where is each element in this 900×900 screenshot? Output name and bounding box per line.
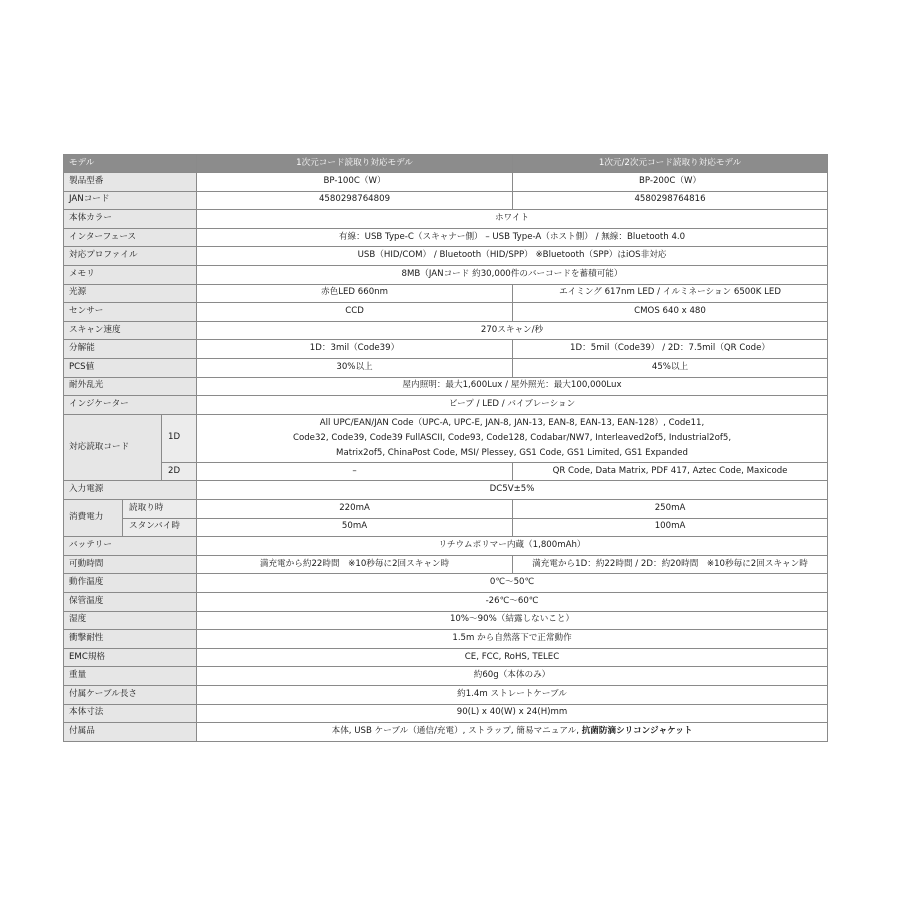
value-profile: USB（HID/COM） / Bluetooth（HID/SPP） ※Bluetooth（SPP）はiOS非対応 [197,247,828,266]
sublabel-1d: 1D [162,414,197,462]
value-scan-speed: 270スキャン/秒 [197,321,828,340]
value-model-number-1: BP-100C（W） [197,173,513,192]
label-supported-codes: 対応読取コード [64,414,162,481]
value-interface: 有線：USB Type-C（スキャナー側） – USB Type-A（ホスト側） / 無線：Bluetooth 4.0 [197,228,828,247]
value-codes-2d-1: – [197,462,513,481]
value-resolution-1: 1D：3mil（Code39） [197,340,513,359]
label-model-number: 製品型番 [64,173,197,192]
label-profile: 対応プロファイル [64,247,197,266]
sublabel-2d: 2D [162,462,197,481]
label-body-color: 本体カラー [64,210,197,229]
value-operating-temp: 0℃〜50℃ [197,574,828,593]
row-operating-time [64,555,828,574]
label-indicator: インジケーター [64,396,197,415]
value-light-source-2: エイミング 617nm LED / イルミネーション 6500K LED [513,284,828,303]
label-memory: メモリ [64,265,197,284]
accessories-jacket: 抗菌防滴シリコンジャケット [581,725,693,736]
accessories-list: 本体, USB ケーブル（通信/充電）, ストラップ, 簡易マニュアル, [331,725,579,736]
value-humidity: 10%〜90%（結露しないこと） [197,611,828,630]
value-accessories [197,723,828,742]
header-label: モデル [64,155,197,173]
row-body-color [64,210,828,229]
row-storage-temp [64,592,828,611]
label-dimensions: 本体寸法 [64,704,197,723]
label-ambient-light: 耐外乱光 [64,377,197,396]
value-cable-length: 約1.4m ストレートケーブル [197,685,828,704]
codes-1d-line-3: Matrix2of5, ChinaPost Code, MSI/ Plessey, GS1 Code, GS1 Limited, GS1 Expanded [336,447,688,458]
value-sensor-2: CMOS 640 x 480 [513,303,828,322]
label-interface: インターフェース [64,228,197,247]
value-storage-temp: -26℃〜60℃ [197,592,828,611]
codes-1d-line-2: Code32, Code39, Code39 FullASCII, Code93, Code128, Codabar/NW7, Interleaved2of5, Industrial2of5, [292,432,732,443]
value-pcs-1: 30%以上 [197,358,513,377]
label-power-consumption: 消費電力 [64,500,123,537]
value-model-number-2: BP-200C（W） [513,173,828,192]
row-codes-2d [64,462,828,481]
header-model-1d: 1次元コード読取り対応モデル [197,155,513,173]
label-input-power: 入力電源 [64,481,197,500]
spec-table [63,154,828,742]
value-emc: CE, FCC, RoHS, TELEC [197,648,828,667]
label-scan-speed: スキャン速度 [64,321,197,340]
row-resolution [64,340,828,359]
value-dimensions: 90(L) x 40(W) x 24(H)mm [197,704,828,723]
value-shock: 1.5m から自然落下で正常動作 [197,630,828,649]
sublabel-reading: 読取り時 [123,500,197,519]
value-consumption-read-2: 250mA [513,500,828,519]
row-indicator [64,396,828,415]
row-codes-1d [64,414,828,462]
header-row [64,155,828,173]
codes-1d-line-1: All UPC/EAN/JAN Code（UPC-A, UPC-E, JAN-8, JAN-13, EAN-8, EAN-13, EAN-128）, Code11, [319,417,705,428]
label-weight: 重量 [64,667,197,686]
row-dimensions [64,704,828,723]
row-pcs [64,358,828,377]
label-emc: EMC規格 [64,648,197,667]
row-emc [64,648,828,667]
row-accessories [64,723,828,742]
value-jan-code-2: 4580298764816 [513,191,828,210]
value-operating-time-2: 満充電から1D：約22時間 / 2D：約20時間 ※10秒毎に2回スキャン時 [513,555,828,574]
row-humidity [64,611,828,630]
label-humidity: 湿度 [64,611,197,630]
label-resolution: 分解能 [64,340,197,359]
value-battery: リチウムポリマー内蔵（1,800mAh） [197,537,828,556]
header-model-2d: 1次元/2次元コード読取り対応モデル [513,155,828,173]
row-scan-speed [64,321,828,340]
value-indicator: ビープ / LED / バイブレーション [197,396,828,415]
value-pcs-2: 45%以上 [513,358,828,377]
value-consumption-standby-2: 100mA [513,518,828,537]
sublabel-standby: スタンバイ時 [123,518,197,537]
value-sensor-1: CCD [197,303,513,322]
row-consumption-read [64,500,828,519]
value-ambient-light: 屋内照明：最大1,600Lux / 屋外照光：最大100,000Lux [197,377,828,396]
value-consumption-standby-1: 50mA [197,518,513,537]
label-light-source: 光源 [64,284,197,303]
label-storage-temp: 保管温度 [64,592,197,611]
label-shock: 衝撃耐性 [64,630,197,649]
row-jan-code [64,191,828,210]
value-input-power: DC5V±5% [197,481,828,500]
row-light-source [64,284,828,303]
value-codes-1d [197,414,828,462]
label-cable-length: 付属ケーブル長さ [64,685,197,704]
row-ambient-light [64,377,828,396]
row-weight [64,667,828,686]
row-input-power [64,481,828,500]
label-pcs: PCS値 [64,358,197,377]
row-battery [64,537,828,556]
value-codes-2d-2: QR Code, Data Matrix, PDF 417, Aztec Code, Maxicode [513,462,828,481]
row-consumption-standby [64,518,828,537]
value-weight: 約60g（本体のみ） [197,667,828,686]
row-operating-temp [64,574,828,593]
row-profile [64,247,828,266]
value-light-source-1: 赤色LED 660nm [197,284,513,303]
row-shock [64,630,828,649]
value-jan-code-1: 4580298764809 [197,191,513,210]
row-memory [64,265,828,284]
value-operating-time-1: 満充電から約22時間 ※10秒毎に2回スキャン時 [197,555,513,574]
label-operating-time: 可動時間 [64,555,197,574]
row-interface [64,228,828,247]
label-accessories: 付属品 [64,723,197,742]
label-battery: バッテリー [64,537,197,556]
row-sensor [64,303,828,322]
value-body-color: ホワイト [197,210,828,229]
label-sensor: センサー [64,303,197,322]
row-cable-length [64,685,828,704]
value-resolution-2: 1D：5mil（Code39） / 2D：7.5mil（QR Code） [513,340,828,359]
label-jan-code: JANコード [64,191,197,210]
value-consumption-read-1: 220mA [197,500,513,519]
row-model-number [64,173,828,192]
value-memory: 8MB（JANコード 約30,000件のバーコードを蓄積可能） [197,265,828,284]
label-operating-temp: 動作温度 [64,574,197,593]
